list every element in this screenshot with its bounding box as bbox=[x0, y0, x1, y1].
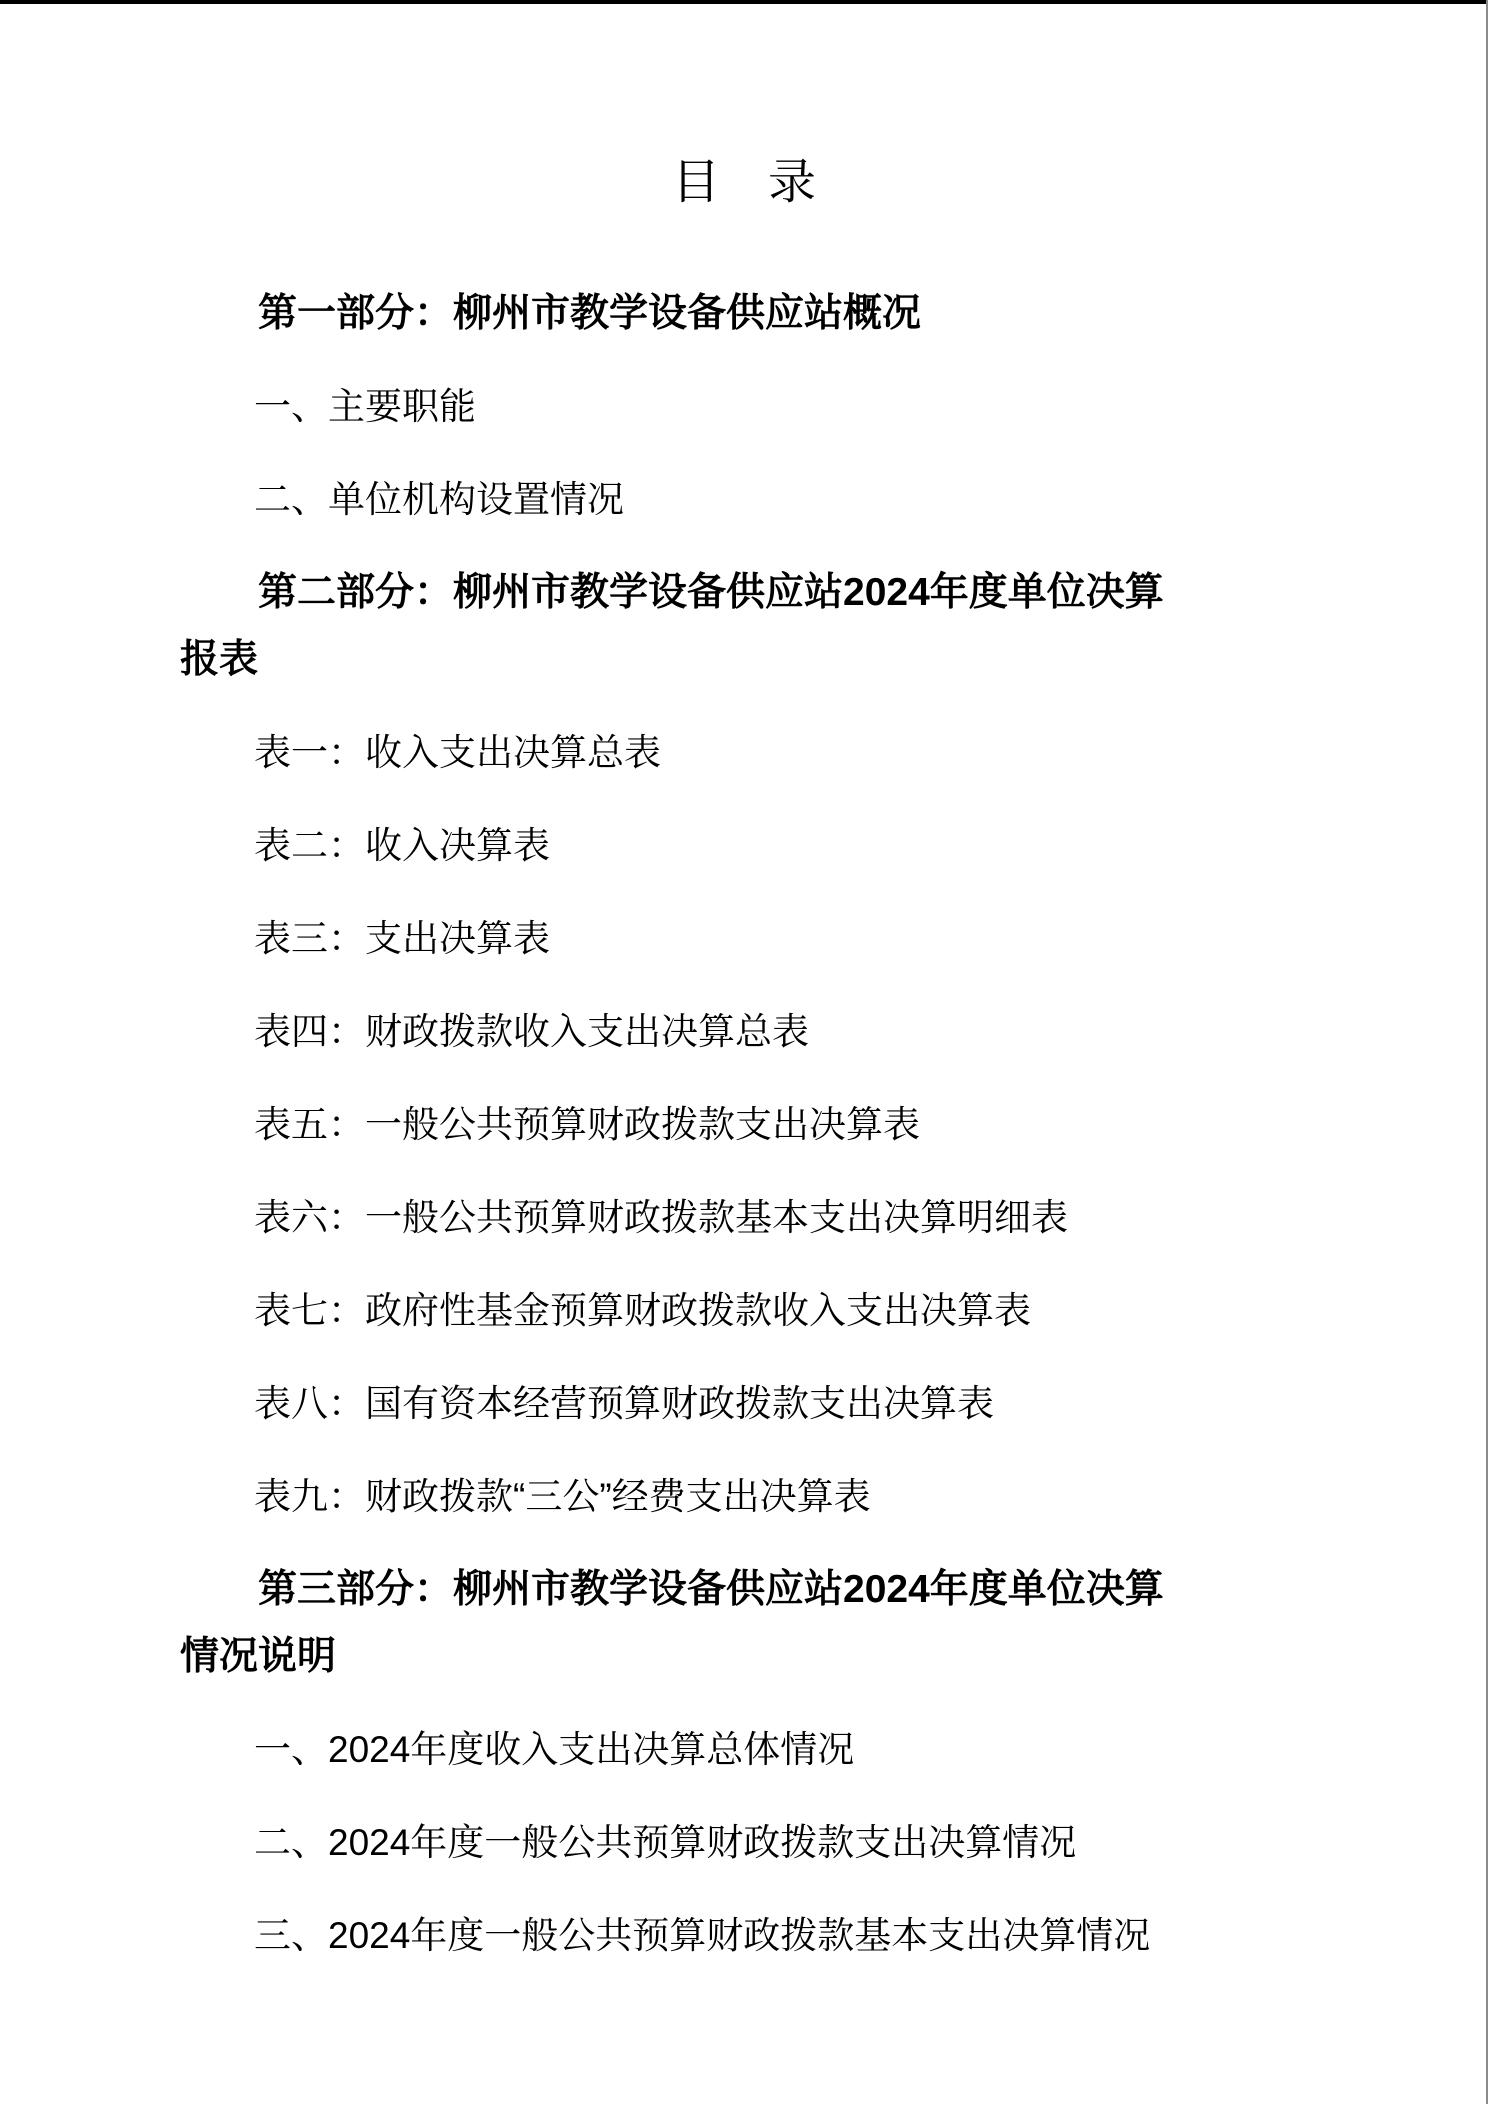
toc-entry-table8 bbox=[180, 1370, 1308, 1437]
section-heading-part1 bbox=[180, 280, 1308, 347]
section-heading-part3 bbox=[180, 1556, 1308, 1690]
toc-entry-line: 三、2024年度一般公共预算财政拨款基本支出决算情况 bbox=[254, 1915, 1151, 1956]
toc-entry-line: 表一：收入支出决算总表 bbox=[254, 732, 661, 773]
toc-entry-overall-situation bbox=[180, 1716, 1308, 1783]
toc-entry-line: 表三：支出决算表 bbox=[254, 918, 550, 959]
toc-entry-table7 bbox=[180, 1277, 1308, 1344]
toc-entry-line: 表二：收入决算表 bbox=[254, 825, 550, 866]
toc-entry-org-structure bbox=[180, 466, 1308, 533]
section-heading-line-continuation: 报表 bbox=[180, 638, 259, 681]
toc-entry-line: 表六：一般公共预算财政拨款基本支出决算明细表 bbox=[254, 1197, 1068, 1238]
page-title: 目 录 bbox=[671, 156, 816, 209]
toc-entry-table1 bbox=[180, 719, 1308, 786]
toc-entry-table6 bbox=[180, 1184, 1308, 1251]
page-top-border-line bbox=[0, 0, 1488, 4]
toc-entry-table5 bbox=[180, 1091, 1308, 1158]
section-heading-line-continuation: 情况说明 bbox=[180, 1635, 337, 1678]
toc-entry-main-functions bbox=[180, 373, 1308, 440]
toc-entry-line: 表五：一般公共预算财政拨款支出决算表 bbox=[254, 1104, 920, 1145]
section-heading-line: 第三部分：柳州市教学设备供应站2024年度单位决算 bbox=[258, 1568, 1164, 1611]
toc-entry-table4 bbox=[180, 998, 1308, 1065]
toc-entry-line: 表七：政府性基金预算财政拨款收入支出决算表 bbox=[254, 1290, 1031, 1331]
section-heading-line: 第一部分：柳州市教学设备供应站概况 bbox=[258, 292, 922, 335]
section-heading-part2 bbox=[180, 559, 1308, 693]
toc-entry-line: 表九：财政拨款“三公”经费支出决算表 bbox=[254, 1476, 871, 1517]
toc-entry-line: 一、主要职能 bbox=[254, 386, 476, 427]
section-heading-line: 第二部分：柳州市教学设备供应站2024年度单位决算 bbox=[258, 571, 1164, 614]
toc-entry-basic-expenditure bbox=[180, 1902, 1308, 1969]
toc-entry-line: 二、单位机构设置情况 bbox=[254, 479, 624, 520]
toc-entry-line: 表八：国有资本经营预算财政拨款支出决算表 bbox=[254, 1383, 994, 1424]
toc-entry-line: 一、2024年度收入支出决算总体情况 bbox=[254, 1729, 855, 1770]
toc-entry-line: 表四：财政拨款收入支出决算总表 bbox=[254, 1011, 809, 1052]
toc-entry-line: 二、2024年度一般公共预算财政拨款支出决算情况 bbox=[254, 1822, 1077, 1863]
toc-entry-table3 bbox=[180, 905, 1308, 972]
toc-entry-budget-expenditure bbox=[180, 1809, 1308, 1876]
toc-entry-table9 bbox=[180, 1463, 1308, 1530]
toc-entry-table2 bbox=[180, 812, 1308, 879]
